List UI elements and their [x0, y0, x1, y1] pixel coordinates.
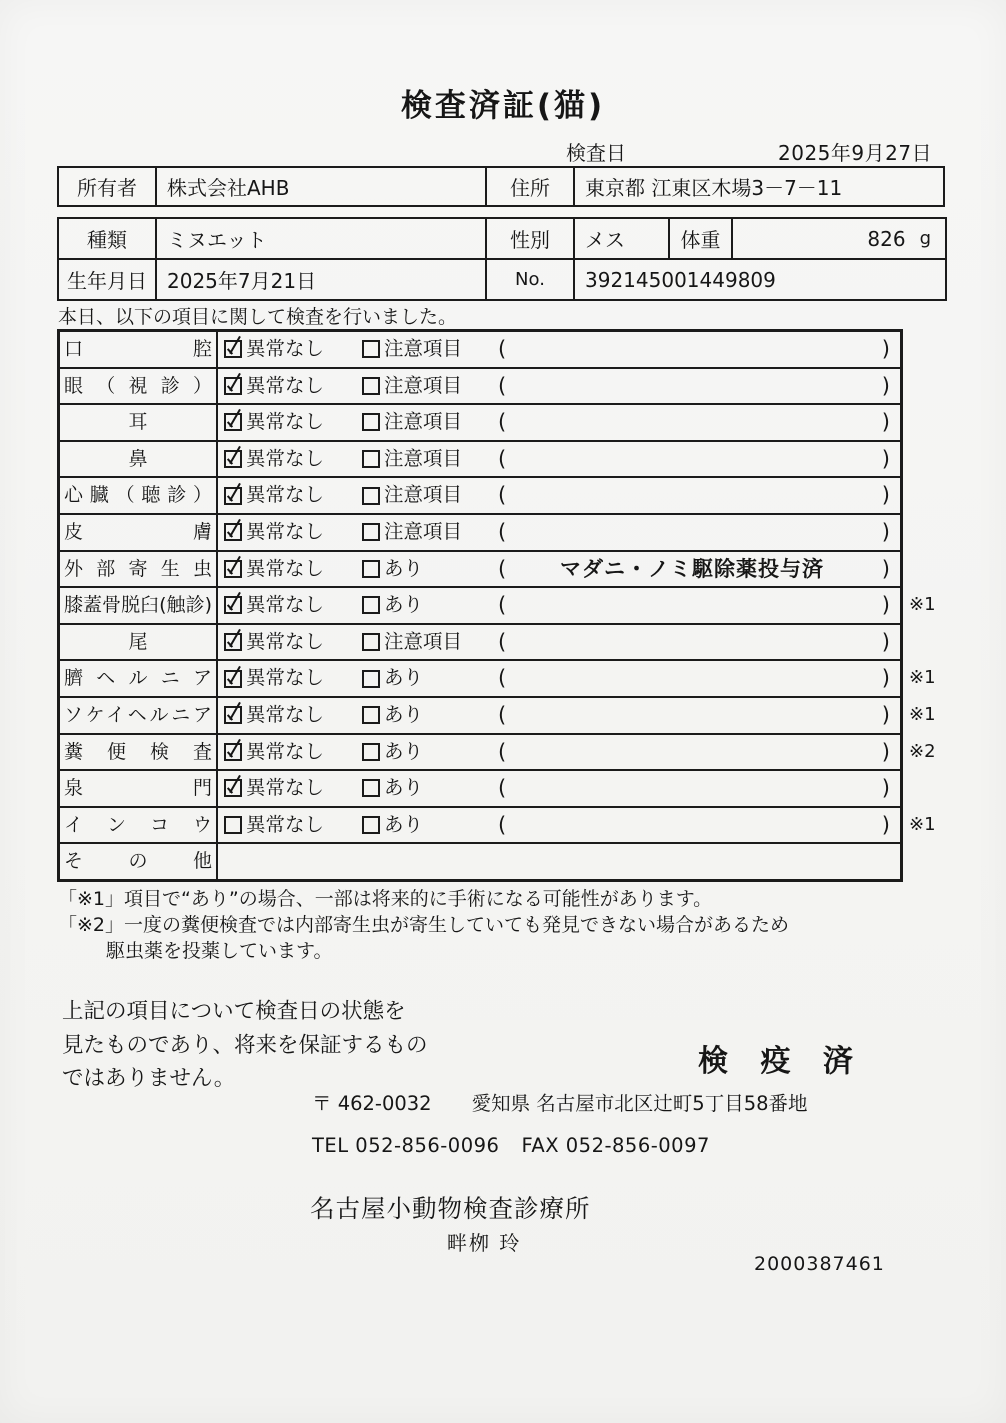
- paren-open: (: [498, 373, 507, 398]
- option-no-abnormality-label: 異常なし: [246, 812, 325, 836]
- quarantine-seal: 検 疫 済: [698, 1044, 864, 1079]
- checkbox-no-abnormality[interactable]: [224, 706, 242, 724]
- birth-value: 2025年7月21日: [157, 260, 487, 299]
- disclaimer: [62, 995, 428, 1096]
- paren-close: ): [881, 812, 890, 837]
- paren-open: (: [498, 739, 507, 764]
- paren-open: (: [498, 483, 507, 508]
- checklist-row: [60, 696, 936, 733]
- checkbox-flag[interactable]: [362, 596, 380, 614]
- paren-close: ): [881, 739, 890, 764]
- disclaimer-line-1: 上記の項目について検査日の状態を: [62, 999, 406, 1024]
- option-flag-label: 注意項目: [384, 337, 463, 360]
- sex-value: メス: [575, 219, 670, 258]
- checkbox-no-abnormality[interactable]: [224, 633, 242, 651]
- footnotes: [58, 886, 789, 964]
- tel-fax-line: [312, 1134, 710, 1157]
- checklist-row: [60, 440, 900, 477]
- checkbox-no-abnormality[interactable]: [224, 377, 242, 395]
- option-no-abnormality-label: 異常なし: [246, 483, 325, 507]
- checkbox-flag[interactable]: [362, 633, 380, 651]
- paren-close: ): [881, 410, 890, 435]
- postal-code: 〒 462-0032: [312, 1092, 432, 1115]
- row-label: 口腔: [60, 332, 218, 367]
- row-label: 臍ヘルニア: [60, 661, 218, 696]
- row-content: [218, 442, 900, 477]
- checkbox-no-abnormality[interactable]: [224, 450, 242, 468]
- footnote-1: 「※1」項目で“あり”の場合、一部は将来的に手術になる可能性があります。: [58, 888, 713, 910]
- option-flag-label: あり: [384, 593, 424, 617]
- option-no-abnormality-label: 異常なし: [246, 776, 325, 800]
- clinic-name: 名古屋小動物検査診療所: [310, 1194, 591, 1223]
- option-no-abnormality-label: 異常なし: [246, 629, 325, 653]
- breed-label: 種類: [59, 219, 157, 258]
- option-flag-label: 注意項目: [384, 373, 463, 397]
- paren-open: (: [498, 556, 507, 581]
- checklist-row: [60, 806, 936, 843]
- paren-close: ): [881, 776, 890, 801]
- weight-unit: g: [919, 228, 931, 249]
- checklist-row: [60, 332, 900, 367]
- paren-open: (: [498, 812, 507, 837]
- id-number-value: 392145001449809: [585, 267, 776, 292]
- option-flag-label: 注意項目: [384, 446, 463, 470]
- option-no-abnormality-label: 異常なし: [246, 739, 325, 763]
- page-title: 検査済証(猫): [400, 88, 606, 124]
- inspection-date-value: 2025年9月27日: [778, 141, 933, 165]
- weight-value: 826: [867, 226, 906, 251]
- row-label: 外部寄生虫: [60, 552, 218, 587]
- checkbox-flag[interactable]: [362, 743, 380, 761]
- checkbox-no-abnormality[interactable]: [224, 596, 242, 614]
- paren-close: ): [881, 519, 890, 544]
- option-no-abnormality-label: 異常なし: [246, 593, 325, 617]
- birth-label: 生年月日: [59, 260, 157, 299]
- option-flag-label: あり: [384, 556, 424, 580]
- row-content: [218, 661, 900, 696]
- option-flag-label: あり: [384, 666, 424, 690]
- paren-value: マダニ・ノミ駆除薬投与済: [560, 556, 824, 581]
- row-label: 耳: [60, 405, 218, 440]
- checkbox-no-abnormality[interactable]: [224, 340, 242, 358]
- checkbox-no-abnormality[interactable]: [224, 560, 242, 578]
- paren-open: (: [498, 629, 507, 654]
- footnote-2-continued: 駆虫薬を投薬しています。: [106, 940, 333, 962]
- clinic-address: 愛知県 名古屋市北区辻町5丁目58番地: [471, 1092, 808, 1115]
- checklist-row: [60, 367, 900, 404]
- row-content: [218, 735, 900, 770]
- option-no-abnormality-label: 異常なし: [246, 666, 325, 690]
- checkbox-flag[interactable]: [362, 340, 380, 358]
- row-content: [218, 698, 900, 733]
- row-content: [218, 369, 900, 404]
- footnote-mark: ※1: [909, 813, 936, 835]
- row-content: [218, 515, 900, 550]
- option-no-abnormality-label: 異常なし: [246, 337, 325, 360]
- tel-number: TEL 052-856-0096: [312, 1134, 500, 1157]
- paren-open: (: [498, 337, 507, 361]
- paren-close: ): [881, 337, 890, 361]
- row-content: [218, 405, 900, 440]
- fax-number: FAX 052-856-0097: [521, 1134, 710, 1157]
- checkbox-flag[interactable]: [362, 560, 380, 578]
- checklist-row: [60, 586, 936, 623]
- row-label: 鼻: [60, 442, 218, 477]
- paren-open: (: [498, 593, 507, 618]
- row-label: 心臓（聴診）: [60, 478, 218, 513]
- row-content: [218, 588, 900, 623]
- paren-open: (: [498, 776, 507, 801]
- row-content: [218, 332, 900, 367]
- checklist-row: [60, 659, 936, 696]
- checklist-row: [60, 403, 900, 440]
- paren-close: ): [881, 556, 890, 581]
- footnote-mark: ※2: [909, 740, 936, 762]
- inspection-date-line: [0, 137, 1006, 163]
- option-flag-label: あり: [384, 776, 424, 800]
- checkbox-flag[interactable]: [362, 377, 380, 395]
- paren-open: (: [498, 446, 507, 471]
- examiner-name: 畔栁 玲: [447, 1231, 522, 1255]
- pet-info-table: [57, 217, 947, 301]
- paren-open: (: [498, 410, 507, 435]
- checkbox-flag[interactable]: [362, 413, 380, 431]
- option-no-abnormality-label: 異常なし: [246, 556, 325, 580]
- checklist-intro: 本日、以下の項目に関して検査を行いました。: [58, 306, 458, 328]
- row-label: 皮膚: [60, 515, 218, 550]
- checkbox-no-abnormality[interactable]: [224, 816, 242, 834]
- row-label: 膝蓋骨脱臼(触診): [60, 588, 218, 623]
- owner-row: [59, 168, 943, 205]
- checklist-row: [60, 550, 900, 587]
- address-label: 住所: [487, 168, 575, 205]
- serial-number: 2000387461: [754, 1253, 885, 1275]
- paren-close: ): [881, 446, 890, 471]
- weight-label: 体重: [670, 219, 733, 258]
- owner-value: 株式会社AHB: [157, 168, 487, 205]
- row-content: [218, 771, 900, 806]
- option-flag-label: 注意項目: [384, 519, 463, 543]
- checkbox-flag[interactable]: [362, 487, 380, 505]
- owner-table: [57, 166, 945, 207]
- option-flag-label: あり: [384, 812, 424, 836]
- paren-close: ): [881, 702, 890, 727]
- paren-close: ): [881, 629, 890, 654]
- option-flag-label: あり: [384, 702, 424, 726]
- option-no-abnormality-label: 異常なし: [246, 410, 325, 434]
- row-content: [218, 808, 900, 843]
- checkbox-flag[interactable]: [362, 450, 380, 468]
- disclaimer-line-2: 見たものであり、将来を保証するもの: [62, 1032, 428, 1058]
- inspection-date-label: 検査日: [566, 141, 626, 165]
- row-content: [218, 478, 900, 513]
- checklist-row: [60, 623, 900, 660]
- breed-row: [59, 219, 945, 258]
- paren-open: (: [498, 519, 507, 544]
- option-flag-label: 注意項目: [384, 483, 463, 507]
- checklist-row: [60, 513, 900, 550]
- paren-close: ): [881, 483, 890, 508]
- checkbox-no-abnormality[interactable]: [224, 670, 242, 688]
- option-flag-label: 注意項目: [384, 410, 463, 434]
- checklist-row: [60, 842, 900, 879]
- row-label: 泉門: [60, 771, 218, 806]
- owner-label: 所有者: [59, 168, 157, 205]
- checkbox-no-abnormality[interactable]: [224, 413, 242, 431]
- footnote-mark: ※1: [909, 703, 936, 725]
- row-label: 尾: [60, 625, 218, 660]
- paren-close: ): [881, 373, 890, 398]
- checkbox-flag[interactable]: [362, 816, 380, 834]
- row-label: ソケイヘルニア: [60, 698, 218, 733]
- footnote-mark: ※1: [909, 594, 936, 616]
- footnote-mark: ※1: [909, 667, 936, 689]
- checkbox-flag[interactable]: [362, 779, 380, 797]
- row-content: [218, 552, 900, 587]
- disclaimer-line-3: ではありません。: [62, 1066, 236, 1091]
- weight-cell: [733, 219, 945, 258]
- paren-close: ): [881, 666, 890, 691]
- checklist-row: [60, 476, 900, 513]
- checkbox-no-abnormality[interactable]: [224, 523, 242, 541]
- checkbox-no-abnormality[interactable]: [224, 743, 242, 761]
- checkbox-no-abnormality[interactable]: [224, 487, 242, 505]
- checklist-row: [60, 769, 900, 806]
- row-label: その他: [60, 844, 218, 879]
- footnote-2: 「※2」一度の糞便検査では内部寄生虫が寄生していても発見できない場合があるため: [58, 914, 790, 936]
- row-label: 眼（視診）: [60, 369, 218, 404]
- paren-open: (: [498, 666, 507, 691]
- checkbox-no-abnormality[interactable]: [224, 779, 242, 797]
- paren-open: (: [498, 702, 507, 727]
- option-no-abnormality-label: 異常なし: [246, 446, 325, 470]
- row-content: [218, 844, 900, 879]
- row-label: 糞便検査: [60, 735, 218, 770]
- option-no-abnormality-label: 異常なし: [246, 702, 325, 726]
- id-number-label: No.: [487, 260, 575, 299]
- checklist-row: [60, 733, 936, 770]
- checkbox-flag[interactable]: [362, 706, 380, 724]
- row-label: インコウ: [60, 808, 218, 843]
- checklist-table: [57, 329, 936, 882]
- option-no-abnormality-label: 異常なし: [246, 519, 325, 543]
- paren-close: ): [881, 593, 890, 618]
- option-flag-label: あり: [384, 739, 424, 763]
- option-flag-label: 注意項目: [384, 629, 463, 653]
- checkbox-flag[interactable]: [362, 670, 380, 688]
- birth-row: [59, 258, 945, 299]
- breed-value: ミヌエット: [157, 219, 487, 258]
- address-value: 東京都 江東区木場3－7－11: [585, 176, 843, 200]
- row-content: [218, 625, 900, 660]
- clinic-address-line: [312, 1088, 808, 1116]
- checkbox-flag[interactable]: [362, 523, 380, 541]
- sex-label: 性別: [487, 219, 575, 258]
- option-no-abnormality-label: 異常なし: [246, 373, 325, 397]
